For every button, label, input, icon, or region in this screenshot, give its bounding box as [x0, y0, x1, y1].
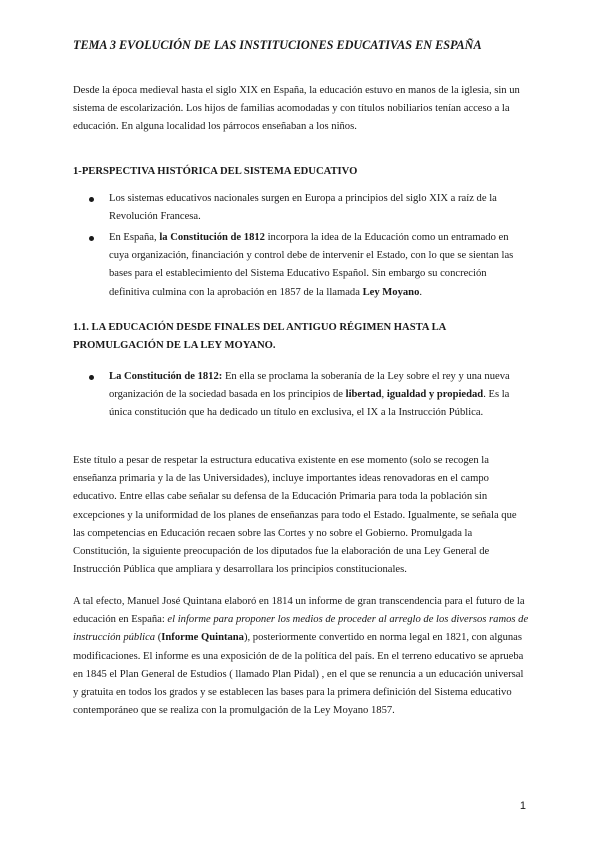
list-item [89, 368, 529, 423]
document-title: TEMA 3 EVOLUCIÓN DE LAS INSTITUCIONES EDUCATIVAS EN ESPAÑA [73, 38, 482, 52]
bullet-icon [89, 236, 94, 241]
list-item [89, 229, 529, 302]
paragraph-2: Este título a pesar de respetar la estructura educativa existente en ese momento (solo se recogen la enseñanza primaria y la de las Universidades), incluye importantes ideas renovadoras en el campo educativo. Entre ellas cabe señalar su defensa de la Educación Primaria para toda la población sin excepciones y la uniformidad de los planes de enseñanzas para todo el Estado. Igualmente, se señala que las competencias en Educación recaen sobre las Cortes y no sobre el Gobierno. Promulgada la Constitución, la siguiente preocupación de los diputados fue la elaboración de una Ley General de Instrucción Pública que ampliara y desarrollara los principios constitucionales. [73, 455, 517, 576]
section-1-1-heading: 1.1. LA EDUCACIÓN DESDE FINALES DEL ANTIGUO RÉGIMEN HASTA LA PROMULGACIÓN DE LA LEY MOYANO. [73, 322, 446, 352]
section-1-heading: 1-PERSPECTIVA HISTÓRICA DEL SISTEMA EDUCATIVO [73, 166, 358, 177]
list-item [89, 190, 529, 226]
intro-paragraph: Desde la época medieval hasta el siglo XIX en España, la educación estuvo en manos de la iglesia, sin un sistema de escolarización. Los hijos de familias acomodadas y con títulos nobiliarios tenían acceso a la educación. En alguna localidad los párrocos enseñaban a los niños. [73, 85, 520, 133]
bullet-2-text: En España, la Constitución de 1812 incorpora la idea de la Educación como un entramado en cuya organización, financiación y control debe de intervenir el Estado, con lo que se sientan las bases para el establecimiento del Sistema Educativo Español. Sin embargo su concreción definitiva culmina con la aprobación en 1857 de la llamada Ley Moyano. [109, 232, 514, 298]
page-number: 1 [519, 800, 526, 812]
bullet-1-text: Los sistemas educativos nacionales surgen en Europa a principios del siglo XIX a raíz de la Revolución Francesa. [109, 193, 497, 223]
bullet-icon [89, 197, 94, 202]
bullet-3-text: La Constitución de 1812: En ella se proclama la soberanía de la Ley sobre el rey y una nueva organización de la sociedad basada en los principios de libertad, igualdad y propiedad. Es la única constitución que ha dedicado un título en exclusiva, el IX a la Instrucción Pública. [109, 371, 510, 419]
bullet-icon [89, 375, 94, 380]
paragraph-3: A tal efecto, Manuel José Quintana elaboró en 1814 un informe de gran transcendencia para el futuro de la educación en España: el informe para proponer los medios de proceder al arreglo de los diversos ramos de instrucción pública (Informe Quintana), posteriormente convertido en norma legal en 1821, con algunas modificaciones. El informe es una exposición de de la política del país. En el terreno educativo se aprueba en 1845 el Plan General de Estudios ( llamado Plan Pidal) , en el que se renuncia a un educación universal y gratuita en todos los grados y se establecen las bases para la primera definición del Sistema educativo contemporáneo que se realiza con la promulgación de la Ley Moyano 1857. [73, 596, 529, 717]
